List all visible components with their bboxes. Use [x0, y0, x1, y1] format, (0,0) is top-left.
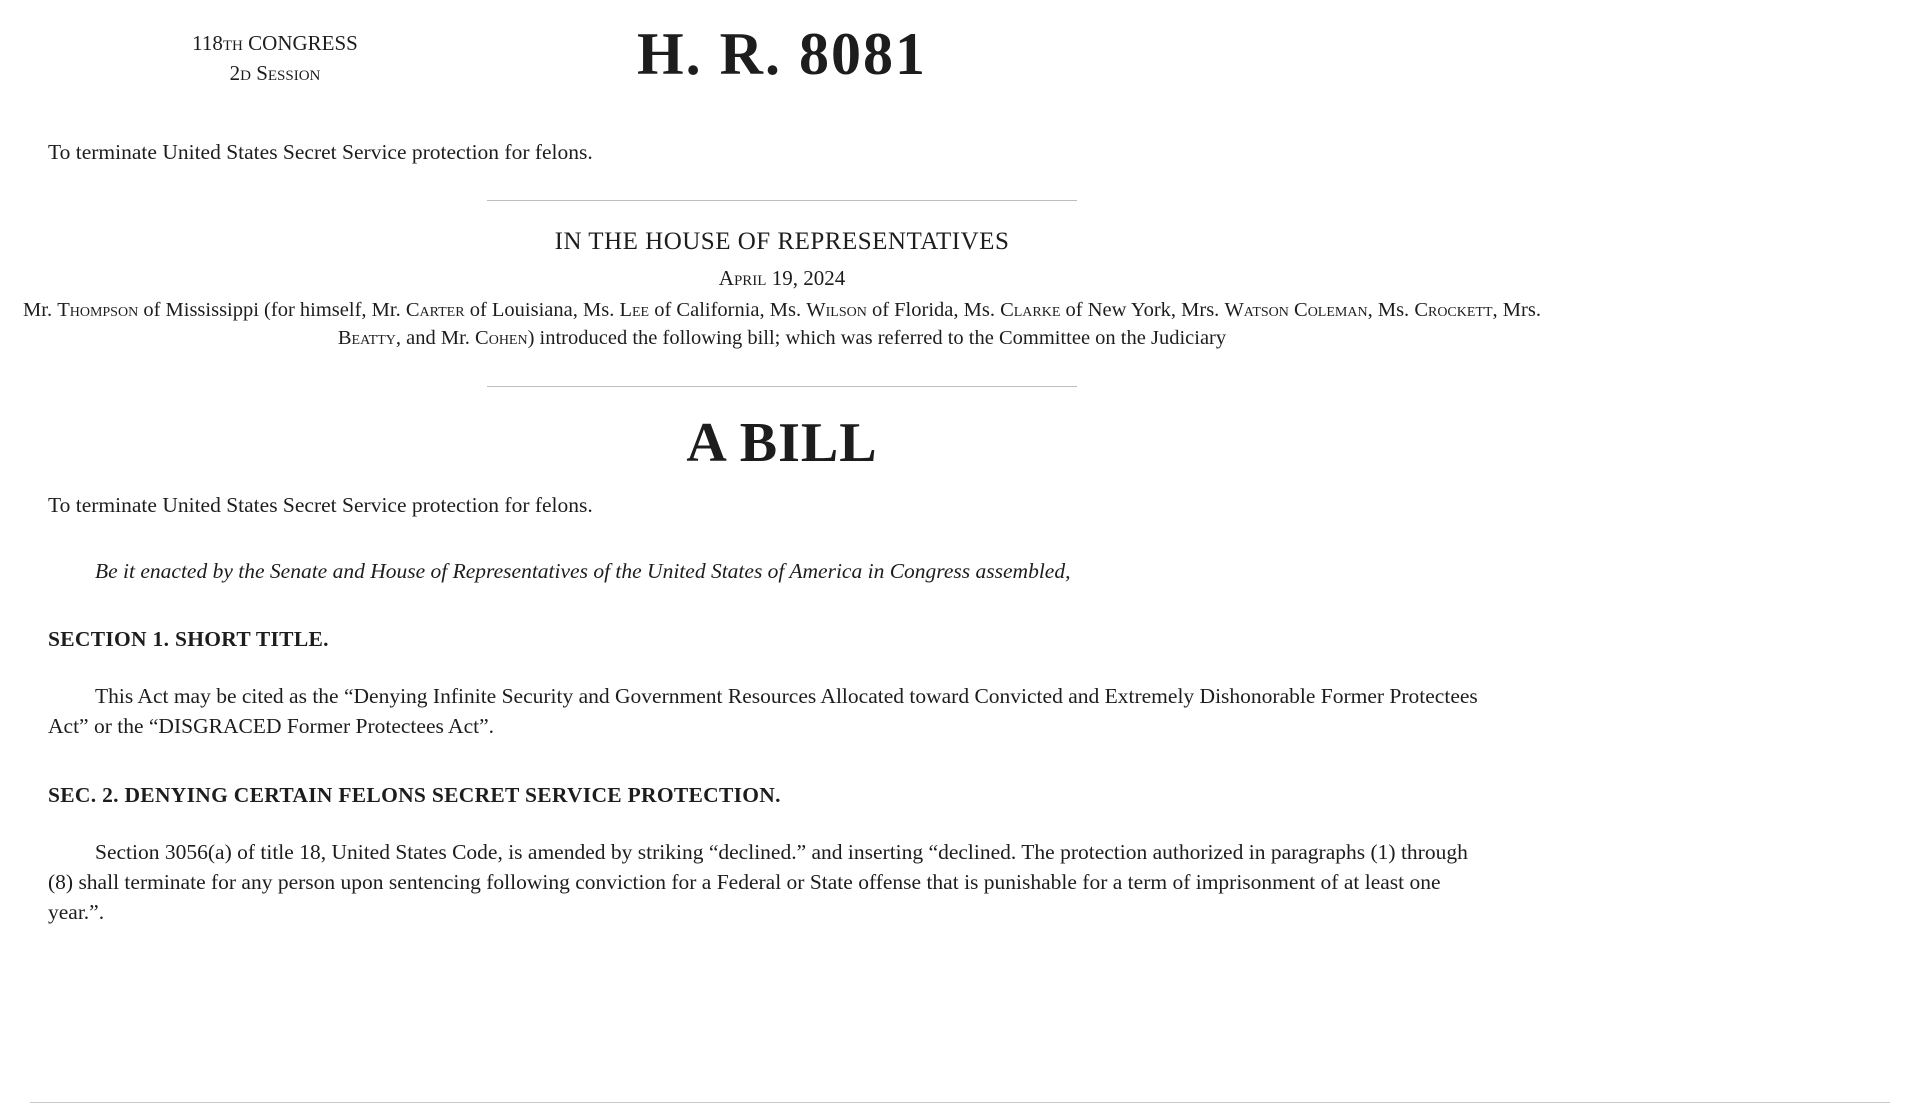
section-divider-bottom: [487, 386, 1077, 387]
congress-label: 118th CONGRESS: [192, 31, 358, 55]
section-2-heading: SEC. 2. DENYING CERTAIN FELONS SECRET SERVICE PROTECTION.: [48, 783, 781, 807]
section-1-text: This Act may be cited as the “Denying Infinite Security and Government Resources Allocated toward Convicted and Extremely Dishonorable Former Protectees Act” or the “DISGRACED Former Protectees Act”.: [48, 684, 1478, 738]
preamble-to-clause: To terminate United States Secret Service protection for felons.: [48, 140, 593, 164]
section-1-heading: SECTION 1. SHORT TITLE.: [48, 627, 329, 651]
bill-number: H. R. 8081: [637, 21, 927, 87]
document-header: [42, 22, 1522, 86]
section-2-text: Section 3056(a) of title 18, United States Code, is amended by striking “declined.” and inserting “declined. The protection authorized in paragraphs (1) through (8) shall terminate for any person upon sentencing following conviction for a Federal or State offense that is punishable for a term of imprisonment of at least one year.”.: [48, 840, 1468, 924]
bill-title: A BILL: [686, 412, 878, 474]
enacting-clause: Be it enacted by the Senate and House of Representatives of the United States of America in Congress assembled,: [95, 559, 1071, 583]
page-bottom-rule: [30, 1102, 1890, 1103]
session-label: 2d Session: [229, 61, 321, 85]
congress-session-block: [160, 28, 390, 88]
introduction-date: April 19, 2024: [718, 266, 846, 290]
sponsor-paragraph: Mr. Thompson of Mississippi (for himself, Mr. Carter of Louisiana, Ms. Lee of California, Ms. Wilson of Florida, Ms. Clarke of New York, Mrs. Watson Coleman, Ms. Crockett, Mrs. Beatty, and Mr. Cohen) introduced the following bill; which was referred to the Committee on the Judiciary: [23, 299, 1541, 349]
bill-document: [23, 0, 1541, 927]
chamber-heading: IN THE HOUSE OF REPRESENTATIVES: [554, 228, 1010, 255]
section-divider-top: [487, 200, 1077, 201]
bill-to-clause: To terminate United States Secret Service protection for felons.: [48, 493, 593, 517]
